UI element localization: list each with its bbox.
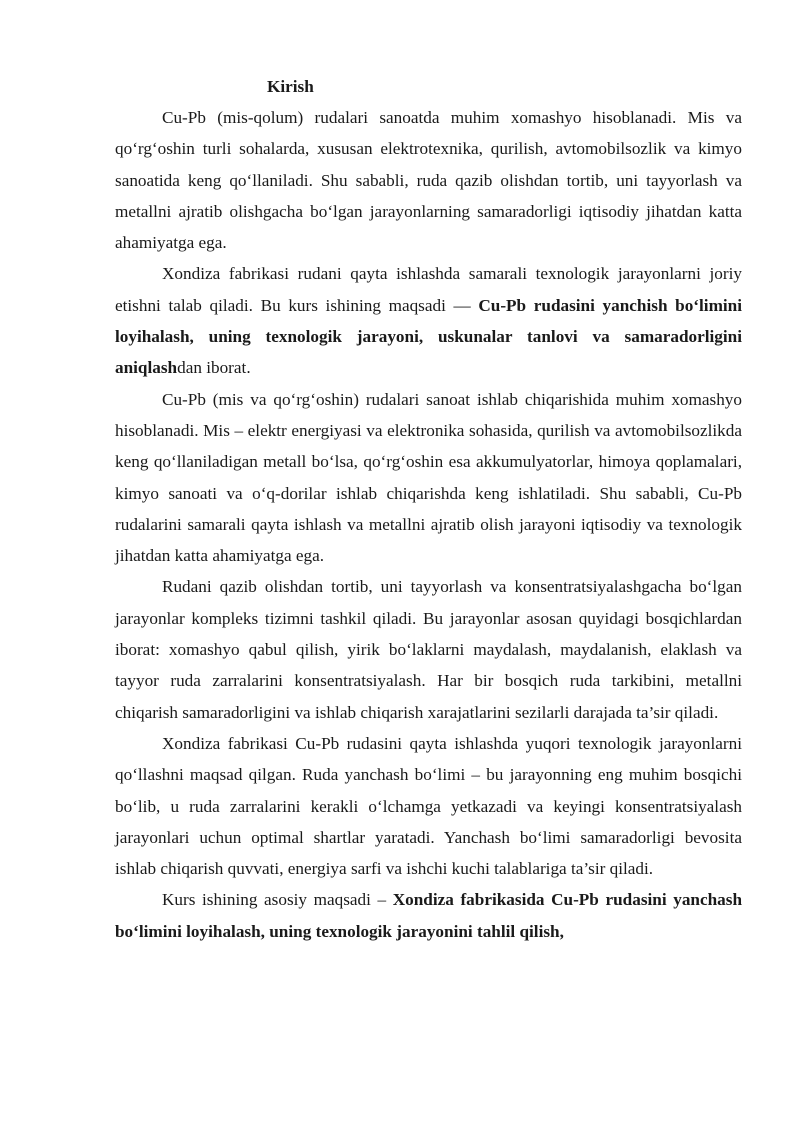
paragraph-5: Xondiza fabrikasi Cu-Pb rudasini qayta ishlashda yuqori texnologik jarayonlarni qo‘llashni maqsad qilgan. Ruda yanchash bo‘limi – bu jarayonning eng muhim bosqichi bo‘lib, u ruda zarralarini kerakli o‘lchamga yetkazadi va keyingi konsentratsiyalash jarayonlari uchun optimal shartlar yaratadi. Yanchash bo‘limi samaradorligi bevosita ishlab chiqarish quvvati, energiya sarfi va ishchi kuchi talablariga ta’sir qiladi. — [115, 733, 742, 879]
paragraph-2-tail: dan iborat. — [177, 358, 251, 378]
paragraph-6-bold: Xondiza fabrikasida Cu-Pb rudasini yanchash bo‘limini loyihalash, uning texnologik jarayonini tahlil qilish, — [115, 890, 742, 941]
paragraph-1: Cu-Pb (mis-qolum) rudalari sanoatda muhim xomashyo hisoblanadi. Mis va qo‘rg‘oshin turli sohalarda, xususan elektrotexnika, qurilish, avtomobilsozlik va kimyo sanoatida keng qo‘llaniladi. Shu sababli, ruda qazib olishdan tortib, uni tayyorlash va metallni ajratib olishgacha bo‘lgan jarayonlarning samaradorligi iqtisodiy jihatdan katta ahamiyatga ega. — [115, 108, 742, 253]
paragraph-2-bold: Cu-Pb rudasini yanchish bo‘limini loyihalash, uning texnologik jarayoni, uskunalar tanlovi va samaradorligini aniqlash — [115, 295, 742, 378]
paragraph-6 — [115, 884, 742, 947]
paragraph-3: Cu-Pb (mis va qo‘rg‘oshin) rudalari sanoat ishlab chiqarishida muhim xomashyo hisoblanadi. Mis – elektr energiyasi va elektronika sohasida, qurilish va avtomobilsozlikda keng qo‘llaniladigan metall bo‘lsa, qo‘rg‘oshin esa akkumulyatorlar, himoya qoplamalari, kimyo sanoati va o‘q-dorilar ishlab chiqarishda keng ishlatiladi. Shu sababli, Cu-Pb rudalarini samarali qayta ishlash va metallni ajratib olish jarayoni iqtisodiy va texnologik jihatdan katta ahamiyatga ega. — [115, 389, 742, 566]
document-body — [115, 74, 742, 947]
paragraph-6-text: Kurs ishining asosiy maqsadi – — [162, 890, 393, 910]
paragraph-4: Rudani qazib olishdan tortib, uni tayyorlash va konsentratsiyalashgacha bo‘lgan jarayonlar kompleks tizimni tashkil qiladi. Bu jarayonlar asosan quyidagi bosqichlardan iborat: xomashyo qabul qilish, yirik bo‘laklarni maydalash, maydalanish, elaklash va tayyor ruda zarralarini konsentratsiyalash. Har bir bosqich ruda tarkibini, metallni chiqarish samaradorligini va ishlab chiqarish xarajatlarini sezilarli darajada ta’sir qiladi. — [115, 577, 742, 722]
paragraph-2-text: Xondiza fabrikasi rudani qayta ishlashda samarali texnologik jarayonlarni joriy etishni talab qiladi. Bu kurs ishining maqsadi — — [115, 264, 742, 315]
paragraph-2 — [115, 258, 742, 383]
section-heading: Kirish — [267, 77, 314, 96]
